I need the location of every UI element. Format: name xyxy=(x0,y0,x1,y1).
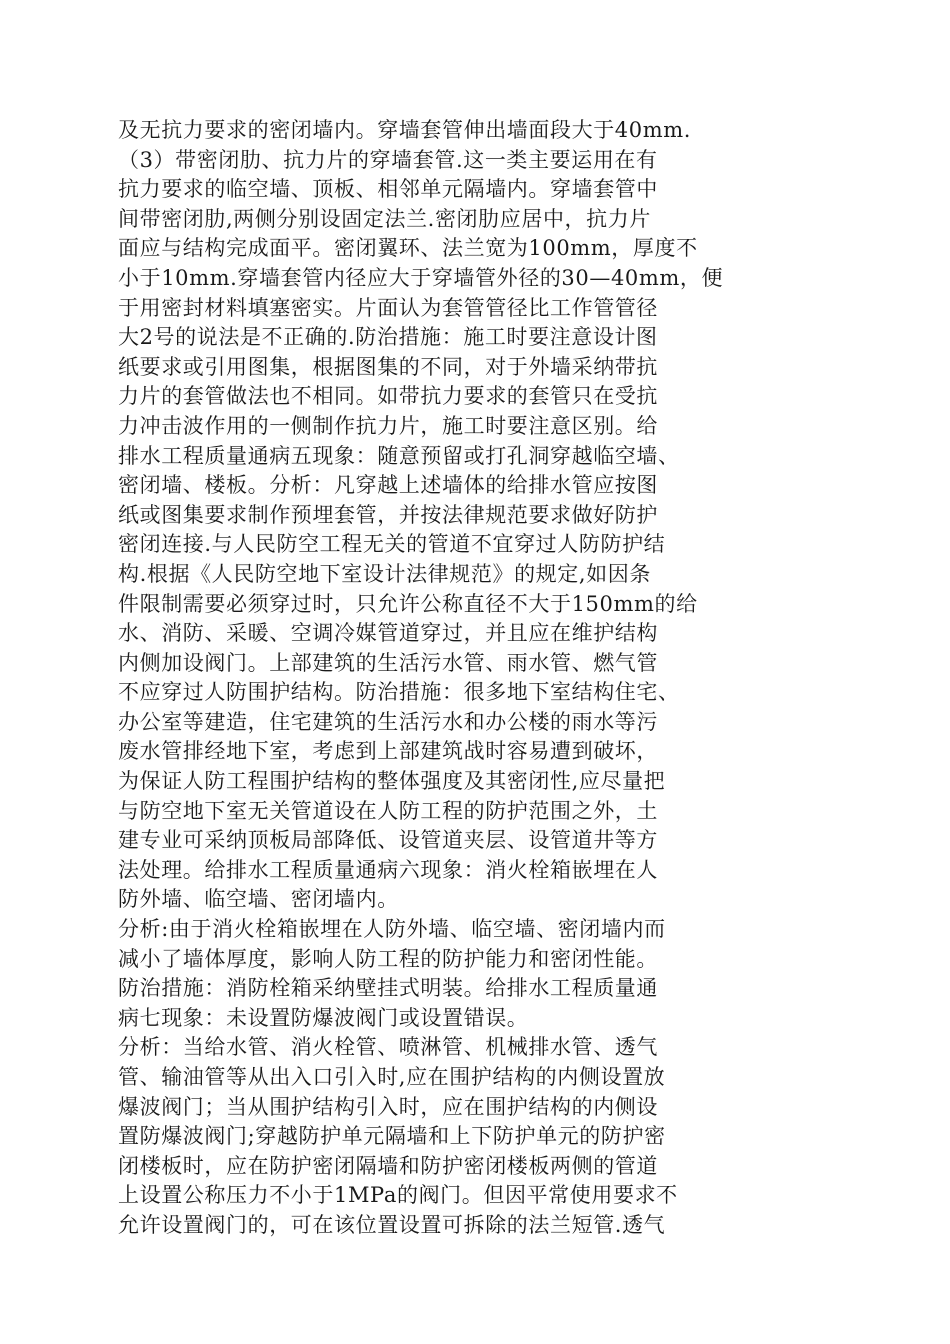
text-line: 上设置公称压力不小于1MPa的阀门。但因平常使用要求不 xyxy=(118,1183,678,1208)
text-line: 力冲击波作用的一侧制作抗力片，施工时要注意区别。给 xyxy=(118,413,658,438)
text-line: 爆波阀门；当从围护结构引入时，应在围护结构的内侧设 xyxy=(118,1094,658,1119)
text-line: 置防爆波阀门;穿越防护单元隔墙和上下防护单元的防护密 xyxy=(118,1124,666,1149)
text-line: 不应穿过人防围护结构。防治措施：很多地下室结构住宅、 xyxy=(118,680,680,705)
text-line: 分析:由于消火栓箱嵌埋在人防外墙、临空墙、密闭墙内而 xyxy=(118,917,666,942)
text-line: 大2号的说法是不正确的.防治措施：施工时要注意设计图 xyxy=(118,325,658,350)
text-line: 面应与结构完成面平。密闭翼环、法兰宽为100mm，厚度不 xyxy=(118,236,698,261)
text-line: 间带密闭肋,两侧分别设固定法兰.密闭肋应居中，抗力片 xyxy=(118,206,651,231)
text-line: 管、输油管等从出入口引入时,应在围护结构的内侧设置放 xyxy=(118,1065,666,1089)
text-line: 为保证人防工程围护结构的整体强度及其密闭性,应尽量把 xyxy=(118,769,666,794)
text-line: 力片的套管做法也不相同。如带抗力要求的套管只在受抗 xyxy=(118,384,658,409)
text-line: 于用密封材料填塞密实。片面认为套管管径比工作管管径 xyxy=(118,295,658,320)
text-line: 及无抗力要求的密闭墙内。穿墙套管伸出墙面段大于40mm. xyxy=(118,118,692,142)
text-line: 办公室等建造，住宅建筑的生活污水和办公楼的雨水等污 xyxy=(118,709,658,734)
text-line: 内侧加设阀门。上部建筑的生活污水管、雨水管、燃气管 xyxy=(118,650,658,675)
body-text xyxy=(118,116,808,1241)
text-line: 分析：当给水管、消火栓管、喷淋管、机械排水管、透气 xyxy=(118,1035,658,1060)
text-line: 闭楼板时，应在防护密闭隔墙和防护密闭楼板两侧的管道 xyxy=(118,1153,658,1178)
text-line: 件限制需要必须穿过时，只允许公称直径不大于150mm的给 xyxy=(118,591,698,616)
text-line: 抗力要求的临空墙、顶板、相邻单元隔墙内。穿墙套管中 xyxy=(118,177,658,202)
text-line: 防治措施：消防栓箱采纳壁挂式明装。给排水工程质量通 xyxy=(118,976,658,1001)
text-line: 密闭连接.与人民防空工程无关的管道不宜穿过人防防护结 xyxy=(118,532,666,557)
text-line: 病七现象：未设置防爆波阀门或设置错误。 xyxy=(118,1005,529,1030)
text-line: 允许设置阀门的，可在该位置设置可拆除的法兰短管.透气 xyxy=(118,1212,666,1237)
text-line: 构.根据《人民防空地下室设计法律规范》的规定,如因条 xyxy=(118,561,651,586)
text-line: 防外墙、临空墙、密闭墙内。 xyxy=(118,887,399,912)
text-line: 减小了墙体厚度，影响人防工程的防护能力和密闭性能。 xyxy=(118,946,658,971)
text-line: （3）带密闭肋、抗力片的穿墙套管.这一类主要运用在有 xyxy=(118,147,658,172)
text-line: 小于10mm.穿墙套管内径应大于穿墙管外径的30—40mm，便 xyxy=(118,265,724,290)
text-line: 水、消防、采暖、空调冷媒管道穿过，并且应在维护结构 xyxy=(118,621,658,646)
text-line: 排水工程质量通病五现象：随意预留或打孔洞穿越临空墙、 xyxy=(118,443,680,468)
text-line: 与防空地下室无关管道设在人防工程的防护范围之外，土 xyxy=(118,798,658,823)
text-line: 法处理。给排水工程质量通病六现象：消火栓箱嵌埋在人 xyxy=(118,857,658,882)
text-line: 废水管排经地下室，考虑到上部建筑战时容易遭到破坏， xyxy=(118,739,658,764)
text-line: 纸或图集要求制作预埋套管，并按法律规范要求做好防护 xyxy=(118,502,658,527)
text-line: 纸要求或引用图集，根据图集的不同，对于外墙采纳带抗 xyxy=(118,354,658,379)
text-line: 建专业可采纳顶板局部降低、设管道夹层、设管道井等方 xyxy=(118,828,658,853)
text-line: 密闭墙、楼板。分析：凡穿越上述墙体的给排水管应按图 xyxy=(118,473,658,498)
